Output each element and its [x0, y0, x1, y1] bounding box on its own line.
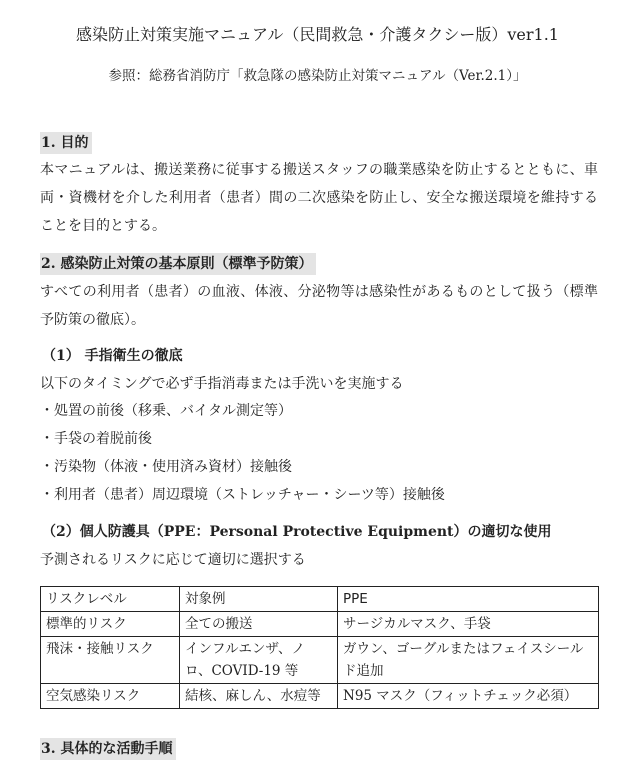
table-cell: 飛沫・接触リスク — [41, 637, 180, 684]
table-header-cell: PPE — [338, 587, 599, 612]
table-cell: ガウン、ゴーグルまたはフェイスシールド追加 — [338, 637, 599, 684]
list-item: ・利用者（患者）周辺環境（ストレッチャー・シーツ等）接触後 — [40, 487, 445, 503]
ppe-intro: 予測されるリスクに応じて適切に選択する — [40, 552, 306, 568]
subsection-heading-hand-hygiene: （1） 手指衛生の徹底 — [42, 348, 183, 364]
table-cell: 標準的リスク — [41, 612, 180, 637]
table-row — [41, 684, 599, 709]
list-item: ・汚染物（体液・使用済み資材）接触後 — [40, 459, 292, 475]
principles-text-line: すべての利用者（患者）の血液、体液、分泌物等は感染性があるものとして扱う（標準 — [40, 284, 598, 300]
hand-hygiene-intro: 以下のタイミングで必ず手指消毒または手洗いを実施する — [40, 376, 404, 392]
table-cell: N95 マスク（フィットチェック必須） — [338, 684, 599, 709]
list-item: ・手袋の着脱前後 — [40, 431, 152, 447]
section-heading-procedures: 3. 具体的な活動手順 — [40, 738, 176, 760]
principles-text-line: 予防策の徹底）。 — [40, 312, 145, 328]
table-header-cell: 対象例 — [180, 587, 338, 612]
purpose-text-line: ことを目的とする。 — [40, 218, 166, 234]
table-cell: 空気感染リスク — [41, 684, 180, 709]
section-heading-principles: 2. 感染防止対策の基本原則（標準予防策） — [40, 253, 316, 275]
table-cell: サージカルマスク、手袋 — [338, 612, 599, 637]
purpose-text-line: 本マニュアルは、搬送業務に従事する搬送スタッフの職業感染を防止するとともに、車 — [40, 162, 598, 178]
document-reference: 参照：総務省消防庁「救急隊の感染防止対策マニュアル（Ver.2.1）」 — [108, 68, 527, 84]
purpose-text-line: 両・資機材を介した利用者（患者）間の二次感染を防止し、安全な搬送環境を維持する — [40, 190, 598, 206]
table-row — [41, 612, 599, 637]
table-cell: インフルエンザ、ノロ、COVID-19 等 — [180, 637, 338, 684]
ppe-table — [40, 586, 599, 709]
section-heading-purpose: 1. 目的 — [40, 132, 92, 154]
table-header-cell: リスクレベル — [41, 587, 180, 612]
table-cell: 結核、麻しん、水痘等 — [180, 684, 338, 709]
table-cell: 全ての搬送 — [180, 612, 338, 637]
subsection-heading-ppe: （2）個人防護具（PPE：Personal Protective Equipment）の適切な使用 — [42, 524, 552, 540]
table-row — [41, 637, 599, 684]
document-title: 感染防止対策実施マニュアル（民間救急・介護タクシー版）ver1.1 — [76, 25, 559, 44]
list-item: ・処置の前後（移乗、バイタル測定等） — [40, 403, 292, 419]
table-header-row — [41, 587, 599, 612]
